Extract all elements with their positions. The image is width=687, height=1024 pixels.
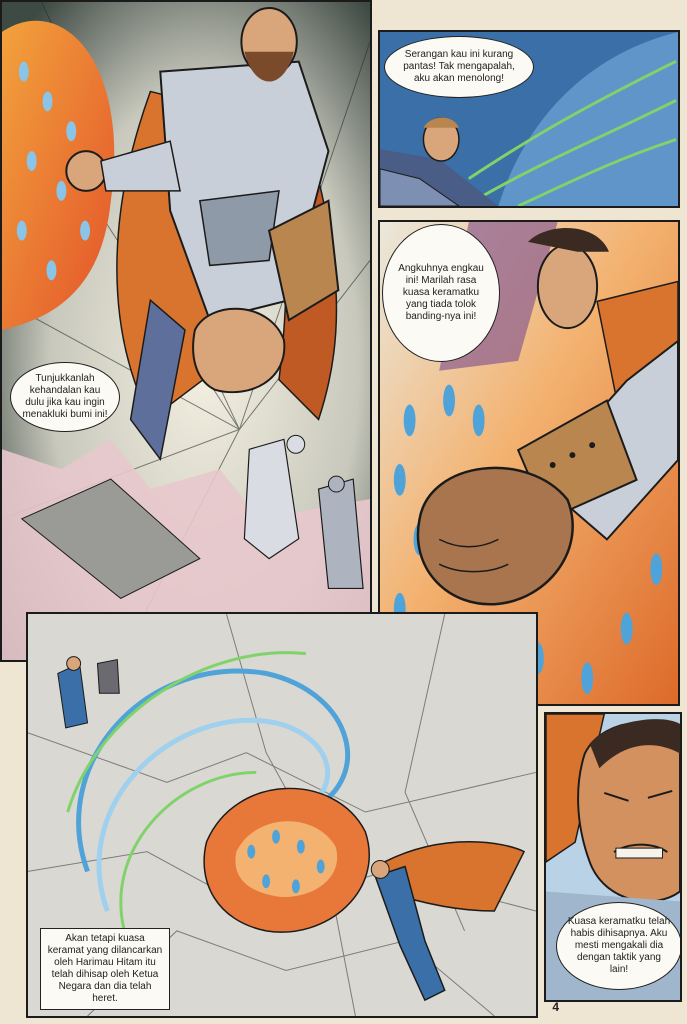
panel-4-energy-vortex (26, 612, 538, 1018)
panel-1-art (2, 2, 370, 660)
panel-5-angry-face (544, 712, 682, 1002)
panel-1-armored-hero (0, 0, 372, 662)
speech-bubble-p5 (556, 902, 682, 990)
speech-bubble-p3 (382, 224, 500, 362)
speech-text-p3: Angkuhnya engkau ini! Marilah rasa kuasa keramatku yang tiada tolok banding-nya ini! (398, 263, 484, 322)
speech-text-p2: Serangan kau ini kurang pantas! Tak mengapalah, aku akan menolong! (403, 49, 515, 84)
panel-2-caped-figure (378, 30, 680, 208)
speech-bubble-p1 (10, 362, 120, 432)
speech-text-p5: Kuasa keramatku telah habis dihisapnya. Aku mesti mengakali dia dengan taktik yang lain! (567, 916, 671, 975)
speech-text-p1: Tunjukkanlah kehandalan kau dulu jika kau ingin menakluki bumi ini! (22, 373, 108, 420)
caption-text-p4: Akan tetapi kuasa keramat yang dilancarkan oleh Harimau Hitam itu telah dihisap oleh Ketua Negara dan dia telah heret. (47, 933, 163, 1004)
narration-caption-p4 (40, 928, 170, 1010)
speech-bubble-p2 (384, 36, 534, 98)
page-number: 4 (552, 1000, 559, 1014)
